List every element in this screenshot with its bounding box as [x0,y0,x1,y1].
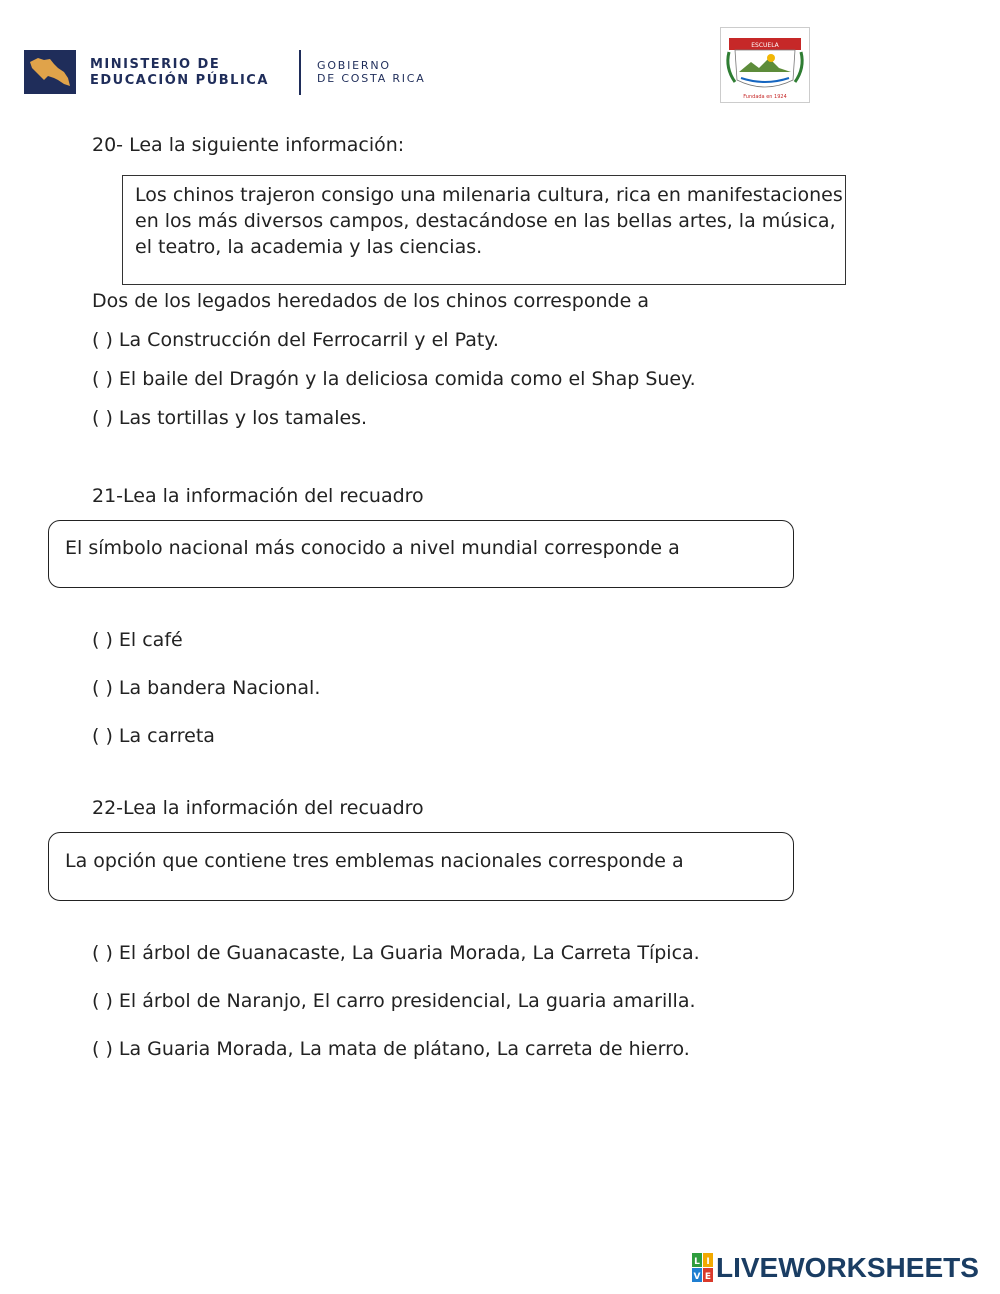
logo-tile-letter: E [704,1272,712,1282]
q21-option-a[interactable]: ( ) El café [92,629,183,651]
ministry-name-line2: EDUCACIÓN PÚBLICA [90,73,269,88]
logo-tile-letter: L [694,1257,700,1267]
ministry-name-line1: MINISTERIO DE [90,57,221,72]
logo-tile-letter: V [693,1272,701,1282]
ministry-logo [24,50,76,94]
q21-option-c[interactable]: ( ) La carreta [92,725,215,747]
logo-tile-letter: I [706,1257,710,1267]
q20-option-b[interactable]: ( ) El baile del Dragón y la deliciosa comida como el Shap Suey. [92,368,696,390]
q21-option-b[interactable]: ( ) La bandera Nacional. [92,677,321,699]
school-crest [720,27,810,103]
costa-rica-map-icon [24,50,76,94]
q20-box-line: Los chinos trajeron consigo una milenaria cultura, rica en manifestaciones [135,184,843,206]
government-line1: GOBIERNO [317,59,391,72]
q21-prompt: 21-Lea la información del recuadro [92,485,424,507]
q22-option-a[interactable]: ( ) El árbol de Guanacaste, La Guaria Morada, La Carreta Típica. [92,942,700,964]
liveworksheets-logo-icon [692,1253,714,1285]
q21-box-text: El símbolo nacional más conocido a nivel mundial corresponde a [65,537,680,559]
school-crest-footer: Fundada en 1924 [743,94,787,100]
liveworksheets-brand[interactable]: LIVEWORKSHEETS [716,1252,979,1283]
q20-option-a[interactable]: ( ) La Construcción del Ferrocarril y el Paty. [92,329,499,351]
q20-box-line: el teatro, la academia y las ciencias. [135,236,483,258]
q20-prompt: 20- Lea la siguiente información: [92,134,405,156]
q20-question: Dos de los legados heredados de los chinos corresponde a [92,290,649,312]
q22-prompt: 22-Lea la información del recuadro [92,797,424,819]
q22-option-c[interactable]: ( ) La Guaria Morada, La mata de plátano, La carreta de hierro. [92,1038,690,1060]
q22-box-text: La opción que contiene tres emblemas nacionales corresponde a [65,850,684,872]
q22-option-b[interactable]: ( ) El árbol de Naranjo, El carro presidencial, La guaria amarilla. [92,990,696,1012]
school-crest-icon [721,28,809,102]
q20-box-line: en los más diversos campos, destacándose en las bellas artes, la música, [135,210,836,232]
header-divider [299,50,301,95]
government-line2: DE COSTA RICA [317,72,426,85]
q20-option-c[interactable]: ( ) Las tortillas y los tamales. [92,407,368,429]
school-crest-label: ESCUELA [751,42,779,49]
